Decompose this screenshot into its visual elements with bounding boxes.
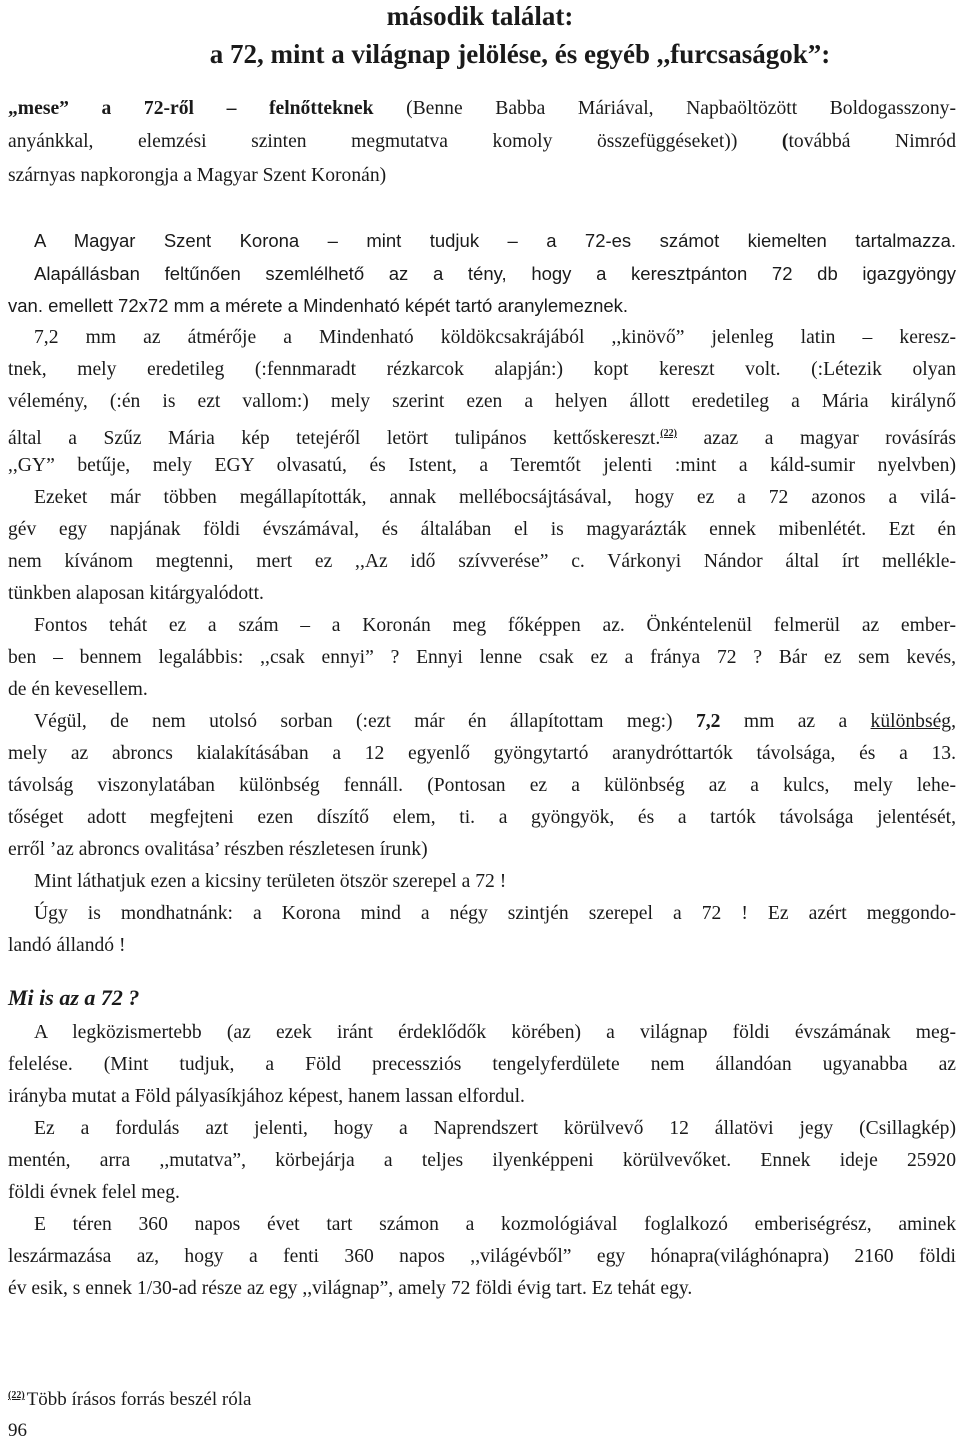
p3-line-1: Fontos tehát ez a szám – a Koronán meg főképpen az. Önkéntelenül felmerül az ember- (34, 615, 956, 636)
p1-line-6: vélemény, (:én is ezt vallom:) mely szerint ezen a helyen állott eredetileg a Mária királynő (8, 391, 956, 412)
p1-line-4: 7,2 mm az átmérője a Mindenható köldökcsakrájából ,,kinövő” jelenleg latin – keresz- (34, 327, 956, 348)
p2-line-4: tünkben alaposan kitárgyalódott. (8, 583, 264, 604)
intro-line-3: szárnyas napkorongja a Magyar Szent Koronán) (8, 165, 387, 186)
p1-line-8: ,,GY” betűje, mely EGY olvasatú, és Istent, a Teremtőt jelenti :mint a káld-sumir nyelvben) (8, 455, 956, 476)
p4-underlined-word: különbség, (870, 711, 956, 732)
q3-line-2: leszármazása az, hogy a fenti 360 napos ,,világévből” egy hónapra(világhónapra) 2160 földi (8, 1246, 956, 1267)
p4-line-4: tőséget adott megfejteni ezen díszítő elem, ti. a gyöngyök, és a tartók távolsága jelentését, (8, 807, 956, 828)
p1-line-5: tnek, mely eredetileg (:fennmaradt rézkarcok alapján:) kopt kereszt volt. (:Létezik olyan (8, 359, 956, 380)
p4-line-3: távolság viszonylatában különbség fennáll. (Pontosan ez a különbség az a kulcs, mely lehe- (8, 775, 956, 796)
intro-line-2 (8, 129, 956, 155)
page-title-line-2: a 72, mint a világnap jelölése, és egyéb ,,furcsaságok”: (209, 39, 831, 69)
p1-line-1: A Magyar Szent Korona – mint tudjuk – a 72-es számot kiemelten tartalmazza. (34, 230, 956, 251)
p4-line-5: erről ’az abroncs ovalitása’ részben részletesen írunk) (8, 839, 428, 860)
p3-line-2: ben – bennem legalábbis: ,,csak ennyi” ? Ennyi lenne csak ez a fránya 72 ? Bár ez sem kevés, (8, 647, 956, 668)
q2-line-1: Ez a fordulás azt jelenti, hogy a Naprendszert körülvevő 12 állatövi jegy (Csillagkép) (34, 1118, 956, 1139)
intro-line-1-rest: (Benne Babba Máriával, Napbaöltözött Boldogasszony- (373, 98, 956, 119)
p5-line: Mint láthatjuk ezen a kicsiny területen ötször szerepel a 72 ! (34, 871, 507, 892)
q1-line-2: felelése. (Mint tudjuk, a Föld precessziós tengelyferdülete nem állandóan ugyanabba az (8, 1054, 956, 1075)
p6-line-1: Úgy is mondhatnánk: a Korona mind a négy szintjén szerepel a 72 ! Ez azért meggondo- (34, 903, 956, 924)
intro-bold-phrase: „mese” a 72-ről – felnőtteknek (8, 98, 374, 119)
intro-line-2-paren: ( (781, 131, 789, 152)
p2-line-3: nem kívánom megtenni, mert ez ,,Az idő szívverése” c. Várkonyi Nándor által írt mellékle- (8, 551, 956, 572)
p4-line-2: mely az abroncs kialakításában a 12 egyenlő gyöngytartó aranydróttartók távolsága, és a 13. (8, 743, 956, 764)
footnote (8, 1384, 251, 1412)
p6-line-2: landó állandó ! (8, 935, 126, 956)
section-heading: Mi is az a 72 ? (8, 985, 140, 1010)
footnote-text: Több írásos forrás beszél róla (26, 1389, 252, 1410)
page-number: 96 (8, 1420, 27, 1441)
p1-line-7-a: által a Szűz Mária kép tetejéről letört tulipános kettőskereszt. (8, 428, 661, 449)
p4-line-1-c: mm az a (720, 711, 871, 732)
p2-line-2: gév egy napjának földi évszámával, és általában el is magyarázták ennek mibenlétét. Ezt én (8, 519, 956, 540)
page-title-line-1: második találat: (386, 1, 574, 31)
q2-line-3: földi évnek felel meg. (8, 1182, 180, 1203)
p1-line-2: Alapállásban feltűnően szemlélhető az a tény, hogy a keresztpánton 72 db igazgyöngy (34, 263, 956, 284)
intro-line-2-a: anyánkkal, elemzési szinten megmutatva komoly összefüggéseket)) (8, 131, 782, 152)
p4-line-1-a: Végül, de nem utolsó sorban (:ezt már én állapítottam meg:) (34, 711, 696, 732)
q3-line-3: év esik, s ennek 1/30-ad része az egy ,,világnap”, amely 72 földi évig tart. Ez tehát egy. (8, 1278, 693, 1299)
q1-line-1: A legközismertebb (az ezek iránt érdeklődők körében) a világnap földi évszámának meg- (34, 1022, 956, 1043)
p1-line-7 (8, 421, 956, 452)
p1-line-3: van. emellett 72x72 mm a mérete a Mindenható képét tartó aranylemeznek. (8, 295, 629, 316)
p4-line-1 (8, 709, 956, 735)
p2-line-1: Ezeket már többen megállapították, annak mellébocsájtásával, hogy ez a 72 azonos a vilá- (34, 487, 956, 508)
intro-line-1 (8, 96, 956, 122)
footnote-ref[interactable]: (22) (660, 428, 677, 439)
q2-line-2: mentén, arra ,,mutatva”, körbejárja a teljes ilyenképpeni körülvevőket. Ennek ideje 25920 (8, 1150, 956, 1171)
footnote-marker: (22) (8, 1390, 25, 1401)
p4-bold-value: 7,2 (695, 711, 721, 732)
p1-line-7-b: azaz a magyar rovásírás (676, 428, 956, 449)
p3-line-3: de én kevesellem. (8, 679, 148, 700)
intro-line-2-c: továbbá Nimród (788, 131, 956, 152)
q1-line-3: irányba mutat a Föld pályasíkjához képest, hanem lassan elfordul. (8, 1086, 525, 1107)
q3-line-1: E téren 360 napos évet tart számon a kozmológiával foglalkozó emberiségrész, aminek (34, 1214, 956, 1235)
